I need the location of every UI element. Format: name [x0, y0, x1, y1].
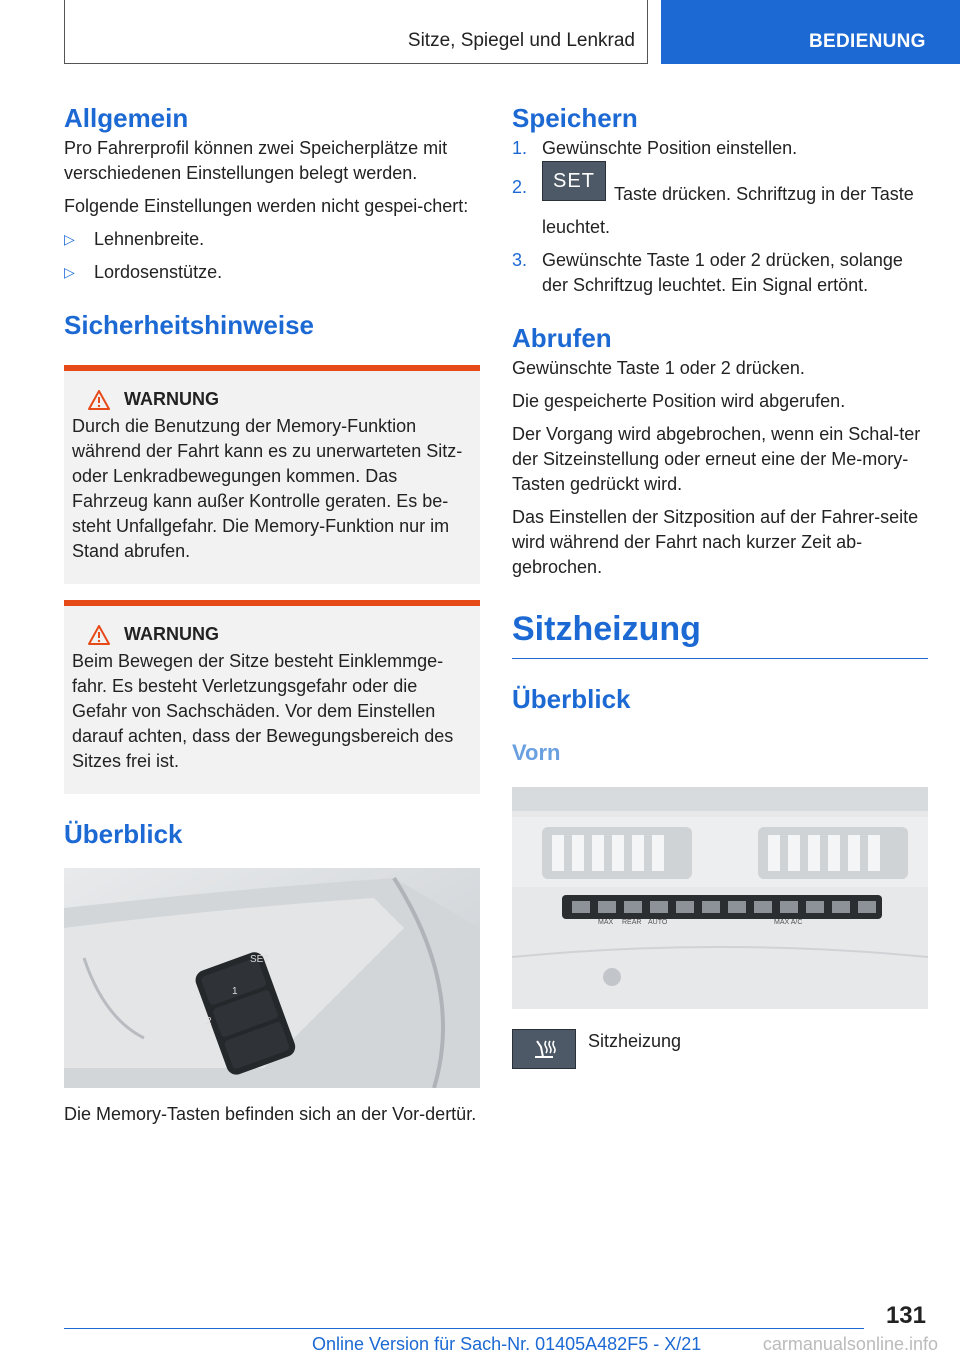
- warning-label: WARNUNG: [124, 389, 219, 409]
- warning-box-1: [64, 365, 480, 584]
- left-column: [64, 100, 480, 1135]
- step-number: 3.: [512, 250, 528, 270]
- chapter-title-sitzheizung: Sitzheizung: [512, 610, 701, 648]
- footer-rule: [64, 1328, 864, 1329]
- legend-label: Sitzheizung: [588, 1031, 682, 1051]
- door-memory-buttons-photo: [64, 868, 480, 1088]
- warning-triangle-icon: [88, 390, 110, 410]
- list-item: [64, 260, 480, 285]
- list-item-text: Lehnenbreite.: [94, 229, 205, 249]
- allgemein-paragraph-2: Folgende Einstellungen werden nicht gespei-chert:: [64, 196, 469, 216]
- header-tab-bedienung[interactable]: [661, 0, 960, 64]
- steps-list: [512, 136, 928, 298]
- allgemein-paragraph-1: Pro Fahrerprofil können zwei Speicherplätze mit verschiedenen Einstellungen belegt werden.: [64, 138, 448, 183]
- header-title: Sitze, Spiegel und Lenkrad: [407, 30, 635, 51]
- list-item: [64, 227, 480, 252]
- step-text: Gewünschte Position einstellen.: [542, 138, 798, 158]
- list-item-text: Lordosenstütze.: [94, 262, 223, 282]
- step-item: [512, 248, 928, 298]
- climate-panel-illustration: [512, 787, 928, 1009]
- warning-heading: [72, 389, 472, 410]
- panel-label-max-ac: MAX A/C: [774, 919, 803, 926]
- section-title-allgemein: Allgemein: [64, 103, 189, 133]
- header-tab-label: BEDIENUNG: [809, 31, 926, 52]
- panel-label-rear: REAR: [622, 919, 642, 926]
- subsection-title-vorn: Vorn: [512, 740, 561, 765]
- section-title-ueberblick: Überblick: [64, 819, 183, 849]
- warning-box-2: [64, 600, 480, 794]
- step-text: Taste drücken. Schriftzug in der Taste leuchtet.: [542, 183, 914, 237]
- right-column: [512, 100, 928, 1069]
- step-number: 2.: [512, 177, 528, 197]
- panel-label-auto: AUTO: [648, 919, 668, 926]
- section-title-ueberblick: Überblick: [512, 684, 631, 714]
- bullet-list: [64, 227, 480, 285]
- triangle-bullet-icon: ▷: [64, 231, 75, 247]
- legend-row: [512, 1029, 928, 1069]
- step-number: 1.: [512, 138, 528, 158]
- step-item: [512, 136, 928, 161]
- photo-caption: Die Memory-Tasten befinden sich an der Vor-dertür.: [64, 1104, 477, 1124]
- front-console-photo: [512, 787, 928, 1009]
- abrufen-paragraph-3: Der Vorgang wird abgebrochen, wenn ein Schal-ter der Sitzeinstellung oder erneut eine der Me-mory-Tasten gedrückt wird.: [512, 424, 921, 494]
- door-panel-illustration: [64, 868, 480, 1088]
- warning-text: Beim Bewegen der Sitze besteht Einklemmge-fahr. Es besteht Verletzungsgefahr oder die Gefahr von Sachschäden. Vor dem Einstellen darauf achten, dass der Bewegungsbereich des Sitzes frei ist.: [72, 651, 454, 771]
- step-text: Gewünschte Taste 1 oder 2 drücken, solange der Schriftzug leuchtet. Ein Signal ertönt.: [542, 250, 903, 295]
- page-number: 131: [885, 1302, 926, 1329]
- panel-label-max: MAX: [598, 919, 614, 926]
- section-title-abrufen: Abrufen: [512, 323, 612, 353]
- footer-text: Online Version für Sach-Nr. 01405A482F5 - X/21: [312, 1334, 702, 1354]
- chapter-heading-rule: [512, 606, 928, 659]
- set-button-icon: SET: [542, 161, 606, 201]
- seat-heating-icon: [512, 1029, 576, 1069]
- abrufen-paragraph-4: Das Einstellen der Sitzposition auf der Fahrer-seite wird während der Fahrt nach kurzer Zeit ab-gebrochen.: [512, 507, 919, 577]
- section-title-sicherheitshinweise: Sicherheitshinweise: [64, 310, 314, 340]
- photo-label-set: SET: [250, 954, 270, 965]
- step-item: [512, 170, 928, 240]
- warning-triangle-icon: [88, 625, 110, 645]
- warning-heading: [72, 624, 472, 645]
- section-title-speichern: Speichern: [512, 103, 638, 133]
- warning-label: WARNUNG: [124, 624, 219, 644]
- watermark: carmanualsonline.info: [762, 1334, 938, 1354]
- abrufen-paragraph-2: Die gespeicherte Position wird abgerufen.: [512, 391, 846, 411]
- triangle-bullet-icon: ▷: [64, 264, 75, 280]
- photo-label-1: 1: [232, 986, 238, 997]
- header-title-box: [64, 0, 648, 64]
- photo-label-2: 2: [206, 1016, 212, 1027]
- warning-text: Durch die Benutzung der Memory-Funktion während der Fahrt kann es zu unerwarteten Sitz- oder Lenkradbewegungen kommen. Das Fahrzeug kann außer Kontrolle geraten. Es be-steht Unfallgefahr. Die Memory-Funktion nur im Stand abrufen.: [72, 416, 463, 561]
- abrufen-paragraph-1: Gewünschte Taste 1 oder 2 drücken.: [512, 358, 805, 378]
